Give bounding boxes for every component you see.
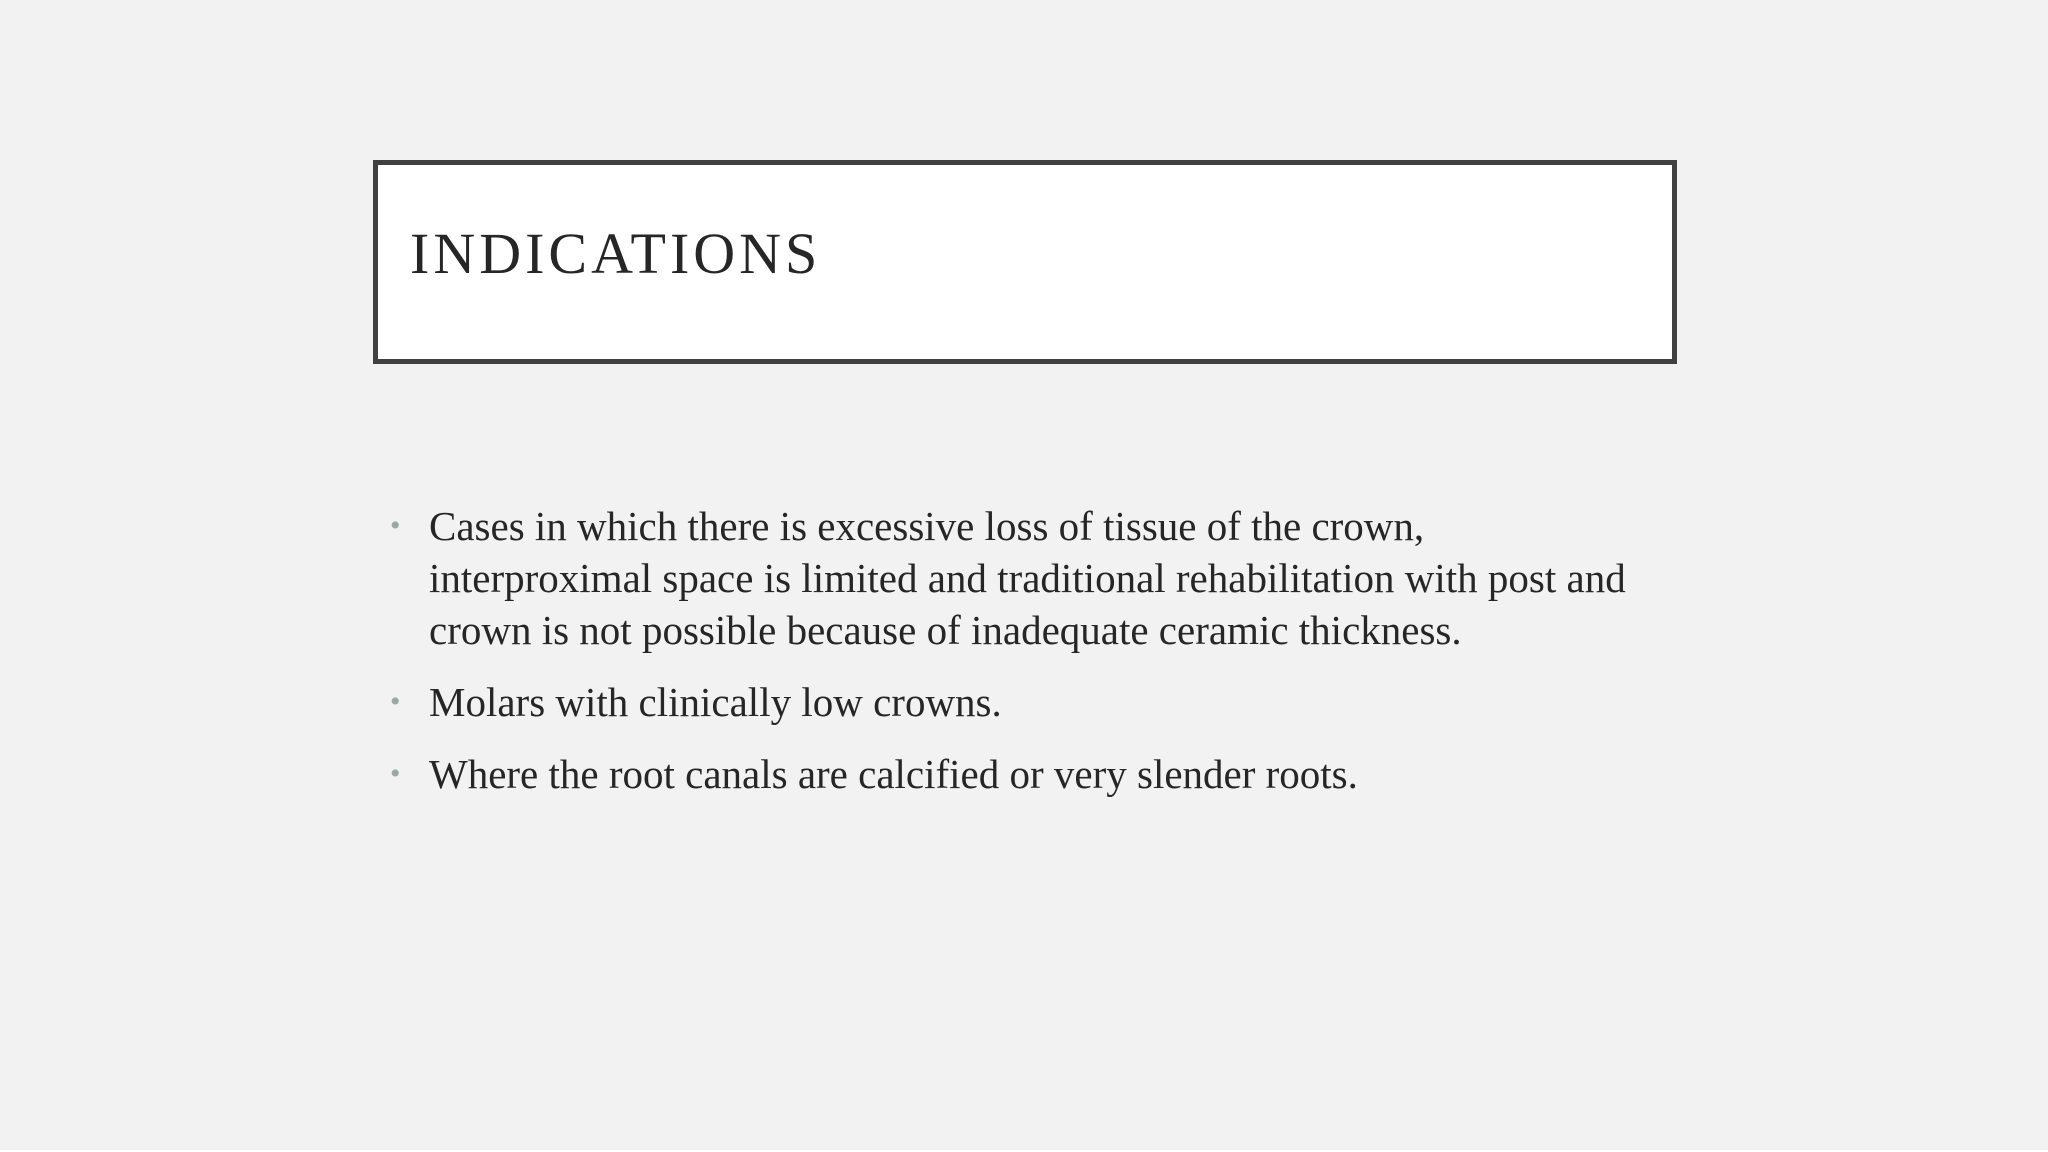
bullet-text: Cases in which there is excessive loss of tissue of the crown, interproximal space is limited and traditional rehabilitation with post and crown is not possible because of inadequate ceramic thickness. [429, 503, 1626, 653]
bullet-item [390, 748, 1640, 800]
bullet-item [390, 676, 1640, 728]
bullet-list [390, 500, 1640, 820]
bullet-text: Molars with clinically low crowns. [429, 679, 1002, 725]
bullet-dot-icon: • [390, 509, 401, 542]
bullet-dot-icon: • [390, 757, 401, 790]
bullet-text: Where the root canals are calcified or very slender roots. [429, 751, 1358, 797]
title-box [373, 160, 1677, 364]
slide-title: INDICATIONS [410, 221, 822, 286]
bullet-dot-icon: • [390, 685, 401, 718]
bullet-item [390, 500, 1640, 656]
